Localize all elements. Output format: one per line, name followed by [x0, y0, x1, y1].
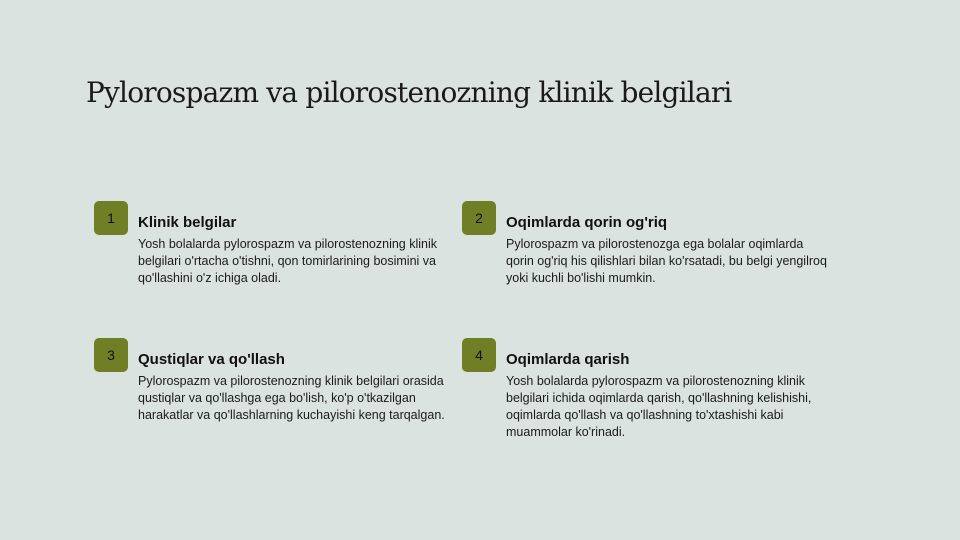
- item-description: Yosh bolalarda pylorospazm va pilorostenozning klinik belgilari ichida oqimlarda qarish, qo'llashning kelishishi, oqimlarda qo'llash va qo'llashning to'xtashishi kabi muammolar ko'rinadi.: [506, 374, 812, 439]
- number-badge: 3: [94, 338, 128, 372]
- item-description: Pylorospazm va pilorostenozning klinik belgilari orasida qustiqlar va qo'llashga ega bo'lish, ko'p o'tkazilgan harakatlar va qo'llashlarning kuchayishi keng tarqalgan.: [138, 374, 445, 422]
- item-title: Qustiqlar va qo'llash: [138, 351, 285, 368]
- number-badge: 1: [94, 201, 128, 235]
- item-description: Yosh bolalarda pylorospazm va pilorostenozning klinik belgilari o'rtacha o'tishni, qon tomirlarining bosimini va qo'llashini o'z ichiga oladi.: [138, 237, 438, 285]
- number-badge: 4: [462, 338, 496, 372]
- item-description: Pylorospazm va pilorostenozga ega bolalar oqimlarda qorin og'riq his qilishlari bilan ko'rsatadi, bu belgi yengilroq yoki kuchli bo'lishi mumkin.: [506, 237, 827, 285]
- item-title: Oqimlarda qorin og'riq: [506, 214, 668, 231]
- item-title: Klinik belgilar: [138, 214, 237, 231]
- slide-title: Pylorospazm va pilorostenozning klinik belgilari: [86, 76, 732, 109]
- number-badge: 2: [462, 201, 496, 235]
- item-title: Oqimlarda qarish: [506, 351, 630, 368]
